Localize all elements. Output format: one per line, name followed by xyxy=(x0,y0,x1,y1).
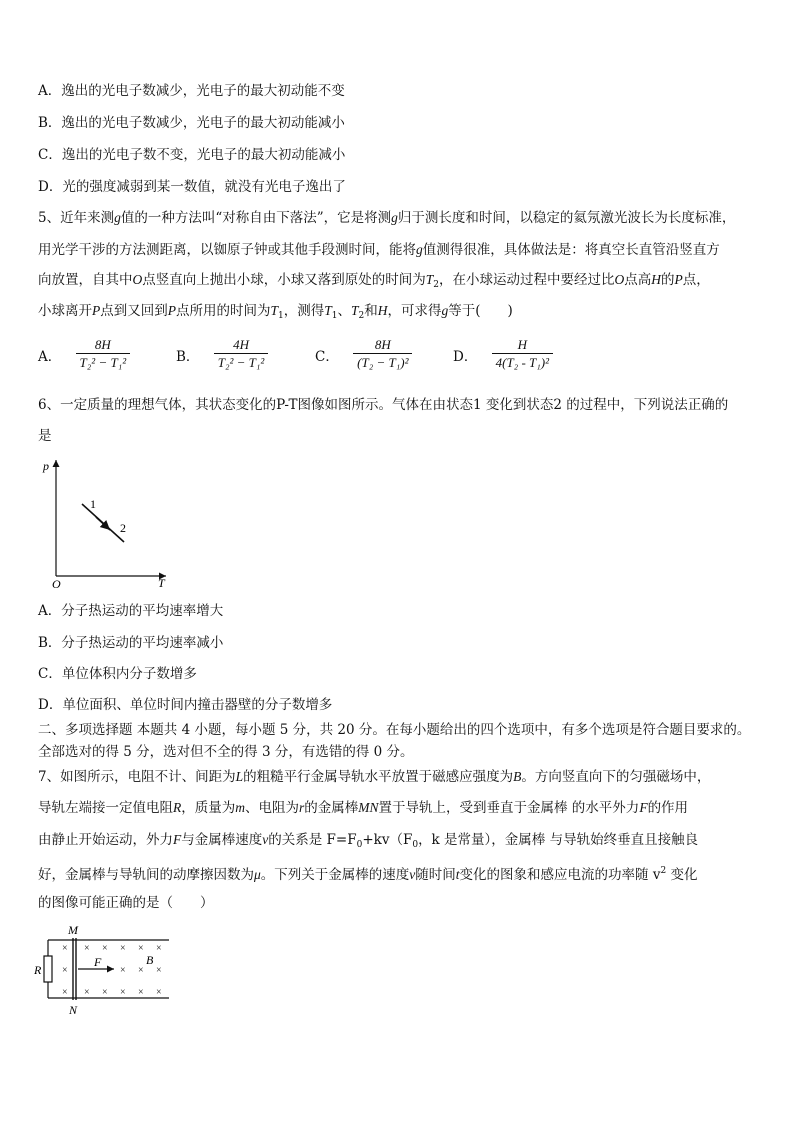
q5-option-b: B． $\frac{4H}{\text{T₂² − T₁²}}$ xyxy=(176,337,268,372)
field-crosses xyxy=(62,943,162,998)
q5-option-c: C． $\frac{8H}{\text{(T₂ − T₁)²}}$ xyxy=(315,337,412,372)
q5-option-d: D． $\frac{H}{\text{4(T₂ - T₁)²}}$ xyxy=(453,337,553,372)
q5-option-a: A． $\frac{8H}{\text{T₂² − T₁²}}$ xyxy=(38,337,130,372)
field-cross: × xyxy=(120,965,126,976)
q4-option-a: A．逸出的光电子数减少，光电子的最大初动能不变 xyxy=(38,83,345,99)
q6-option-d: D．单位面积、单位时间内撞击器壁的分子数增多 xyxy=(38,697,333,713)
q6-option-b: B．分子热运动的平均速率减小 xyxy=(38,635,224,651)
field-cross: × xyxy=(62,965,68,976)
q7-line-2: 导轨左端接一定值电阻R，质量为m、电阻为r的金属棒MN置于导轨上，受到垂直于金属棒 的水平外力F的作用 xyxy=(38,800,689,816)
field-cross: × xyxy=(120,987,126,998)
field-cross: × xyxy=(156,987,162,998)
q7-line-1: 7、如图所示，电阻不计、间距为L的粗糙平行金属导轨水平放置于磁感应强度为B。方向竖直向下的匀强磁场中， xyxy=(38,769,711,785)
resistor-label: R xyxy=(34,963,42,977)
q6-option-a: A．分子热运动的平均速率增大 xyxy=(38,603,224,619)
field-cross: × xyxy=(138,987,144,998)
q6-pt-graph xyxy=(38,452,178,592)
field-cross: × xyxy=(62,943,68,954)
rod-m-label: M xyxy=(68,923,78,937)
field-cross: × xyxy=(120,943,126,954)
force-label: F xyxy=(94,955,102,969)
section2-heading-line-2: 全部选对的得 5 分，选对但不全的得 3 分，有选错的得 0 分。 xyxy=(38,744,414,760)
q5-line-2: 用光学干涉的方法测距离，以铷原子钟或其他手段测时间，能将g值测得很准，具体做法是：将真空长直管沿竖直方 xyxy=(38,242,720,258)
field-cross: × xyxy=(84,943,90,954)
field-cross: × xyxy=(102,987,108,998)
q7-circuit-figure xyxy=(34,922,184,1018)
q7-line-4: 好，金属棒与导轨间的动摩擦因数为μ。下列关于金属棒的速度v随时间t变化的图象和感应电流的功率随 $v^2$ 变化 xyxy=(38,866,698,883)
q7-line-5: 的图像可能正确的是（ ） xyxy=(38,895,214,911)
q5-line-4: 小球离开P点到又回到P点所用的时间为$T_1$，测得$T_1$、$T_2$和H，可求得g等于( ) xyxy=(38,303,513,321)
q5-line-1: 5、近年来测g值的一种方法叫“对称自由下落法”，它是将测g归于测长度和时间，以稳定的氦氖激光波长为长度标准， xyxy=(38,210,736,226)
q6-stem: 6、一定质量的理想气体，其状态变化的P-T图像如图所示。气体在由状态1 变化到状态2 的过程中，下列说法正确的 xyxy=(38,397,729,413)
q6-stem-end: 是 xyxy=(38,428,52,444)
q4-option-d: D．光的强度减弱到某一数值，就没有光电子逸出了 xyxy=(38,179,346,195)
field-cross: × xyxy=(84,987,90,998)
section2-heading-line-1: 二、多项选择题 本题共 4 小题，每小题 5 分，共 20 分。在每小题给出的四个选项中，有多个选项是符合题目要求的。 xyxy=(38,722,751,738)
process-arrow xyxy=(96,517,110,530)
origin-label: O xyxy=(52,577,61,591)
field-cross: × xyxy=(138,965,144,976)
field-cross: × xyxy=(138,943,144,954)
field-cross: × xyxy=(156,943,162,954)
rod-n-label: N xyxy=(69,1003,78,1017)
q5-line-3: 向放置，自其中O点竖直向上抛出小球，小球又落到原处的时间为$T_2$，在小球运动过程中要经过比O点高H的P点， xyxy=(38,272,710,290)
q6-option-c: C．单位体积内分子数增多 xyxy=(38,666,197,682)
field-cross: × xyxy=(62,987,68,998)
state-1-label: 1 xyxy=(90,497,96,511)
field-cross: × xyxy=(102,943,108,954)
q4-option-c: C．逸出的光电子数不变，光电子的最大初动能减小 xyxy=(38,147,346,163)
resistor xyxy=(44,956,52,982)
field-cross: × xyxy=(156,965,162,976)
field-label: B xyxy=(146,953,154,967)
t-axis-label: T xyxy=(158,576,165,590)
p-axis-label: p xyxy=(43,459,49,473)
state-2-label: 2 xyxy=(120,521,126,535)
q4-option-b: B．逸出的光电子数减少，光电子的最大初动能减小 xyxy=(38,115,345,131)
q7-line-3: 由静止开始运动，外力F与金属棒速度v的关系是 $F=F_0+kv(F_0$，k 是常量），金属棒 与导轨始终垂直且接触良 xyxy=(38,832,699,850)
